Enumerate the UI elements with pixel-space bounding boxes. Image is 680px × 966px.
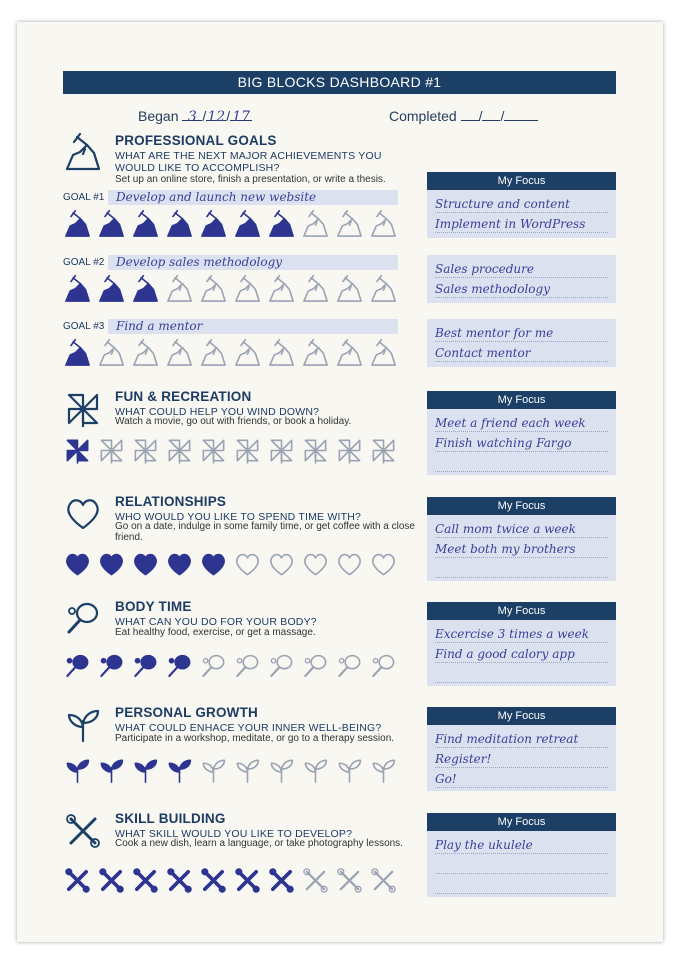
pinwheel-empty-pinwheel-icon[interactable] (165, 436, 194, 465)
goal-1-empty-sword-in-stone-icon[interactable] (369, 210, 398, 239)
section-tools-icon (63, 811, 103, 851)
goal-2-focus-line[interactable]: Sales procedure (435, 258, 608, 278)
goal-3-empty-sword-in-stone-icon[interactable] (131, 339, 160, 368)
heart-focus-box[interactable] (427, 515, 616, 581)
pinwheel-empty-pinwheel-icon[interactable] (233, 436, 262, 465)
section-sword-in-stone-icon (63, 133, 103, 173)
pinwheel-focus-line[interactable]: Meet a friend each week (435, 412, 608, 432)
racket-focus-line[interactable] (435, 663, 608, 683)
completed-label: Completed (389, 108, 457, 124)
goal-3-empty-sword-in-stone-icon[interactable] (335, 339, 364, 368)
section-example: Watch a movie, go out with friends, or book a holiday. (115, 416, 352, 427)
section-pinwheel-icon (63, 389, 103, 429)
goal-1-empty-sword-in-stone-icon[interactable] (301, 210, 330, 239)
tools-filled-tools-icon[interactable] (165, 866, 194, 895)
sprout-filled-sprout-icon[interactable] (131, 756, 160, 785)
section-question: WHAT COULD ENHACE YOUR INNER WELL-BEING? (115, 722, 382, 734)
heart-empty-heart-icon[interactable] (233, 550, 262, 579)
racket-empty-racket-icon[interactable] (199, 652, 228, 681)
tools-focus-box[interactable] (427, 831, 616, 897)
tools-empty-tools-icon[interactable] (335, 866, 364, 895)
section-question: WHO WOULD YOU LIKE TO SPEND TIME WITH? (115, 511, 362, 523)
tools-filled-tools-icon[interactable] (267, 866, 296, 895)
goal-3-empty-sword-in-stone-icon[interactable] (301, 339, 330, 368)
goal-1-focus-line[interactable]: Implement in WordPress (435, 213, 608, 233)
sprout-empty-sprout-icon[interactable] (335, 756, 364, 785)
section-title: FUN & RECREATION (115, 389, 252, 404)
goal-3-focus-line[interactable]: Best mentor for me (435, 322, 608, 342)
heart-focus-line[interactable]: Call mom twice a week (435, 518, 608, 538)
page-title: BIG BLOCKS DASHBOARD #1 (63, 71, 616, 94)
section-example: Go on a date, indulge in some family time, or get coffee with a close friend. (115, 521, 415, 543)
racket-focus-line[interactable]: Excercise 3 times a week (435, 623, 608, 643)
goal-1-empty-sword-in-stone-icon[interactable] (335, 210, 364, 239)
section-title: PERSONAL GROWTH (115, 705, 259, 720)
heart-filled-heart-icon[interactable] (63, 550, 92, 579)
goal-2-focus-box[interactable] (427, 255, 616, 303)
section-tools-icon (63, 811, 103, 851)
goal-1-filled-sword-in-stone-icon[interactable] (97, 210, 126, 239)
section-title: PROFESSIONAL GOALS (115, 133, 277, 148)
goal-2-empty-sword-in-stone-icon[interactable] (301, 275, 330, 304)
began-date: Began 3 /12/ 17 (138, 108, 252, 124)
pinwheel-empty-pinwheel-icon[interactable] (97, 436, 126, 465)
goal-text: Develop and launch new website (116, 190, 317, 204)
racket-empty-racket-icon[interactable] (335, 652, 364, 681)
goal-2-focus-line[interactable]: Sales methodology (435, 278, 608, 298)
racket-filled-racket-icon[interactable] (165, 652, 194, 681)
section-heart-icon (63, 494, 103, 534)
section-heart-icon (63, 494, 103, 534)
section-title: SKILL BUILDING (115, 811, 226, 826)
racket-focus-box[interactable] (427, 620, 616, 686)
racket-progress-row (63, 652, 398, 682)
racket-filled-racket-icon[interactable] (97, 652, 126, 681)
tools-focus-line[interactable] (435, 874, 608, 894)
goal-2-filled-sword-in-stone-icon[interactable] (131, 275, 160, 304)
tools-filled-tools-icon[interactable] (233, 866, 262, 895)
goal-label: GOAL #2 (63, 257, 105, 268)
tools-filled-tools-icon[interactable] (97, 866, 126, 895)
sprout-empty-sprout-icon[interactable] (199, 756, 228, 785)
goal-input[interactable] (108, 190, 398, 205)
tools-filled-tools-icon[interactable] (199, 866, 228, 895)
section-sprout-icon (63, 705, 103, 745)
pinwheel-focus-box[interactable] (427, 409, 616, 475)
section-racket-icon (63, 599, 103, 639)
heart-filled-heart-icon[interactable] (165, 550, 194, 579)
completed-day-field[interactable] (461, 108, 479, 121)
goal-2-filled-sword-in-stone-icon[interactable] (97, 275, 126, 304)
goal-1-filled-sword-in-stone-icon[interactable] (199, 210, 228, 239)
section-question: WHAT CAN YOU DO FOR YOUR BODY? (115, 616, 317, 628)
goal-input[interactable] (108, 319, 398, 334)
goal-2-empty-sword-in-stone-icon[interactable] (335, 275, 364, 304)
completed-date: Completed / / (389, 108, 538, 124)
heart-empty-heart-icon[interactable] (369, 550, 398, 579)
pinwheel-filled-pinwheel-icon[interactable] (63, 436, 92, 465)
goal-2-empty-sword-in-stone-icon[interactable] (233, 275, 262, 304)
goal-3-filled-sword-in-stone-icon[interactable] (63, 339, 92, 368)
sprout-progress-row (63, 756, 398, 786)
began-label: Began (138, 108, 179, 124)
goal-2-filled-sword-in-stone-icon[interactable] (63, 275, 92, 304)
goal-3-focus-line[interactable]: Contact mentor (435, 342, 608, 362)
racket-empty-racket-icon[interactable] (301, 652, 330, 681)
section-racket-icon (63, 599, 103, 639)
heart-focus-line[interactable] (435, 558, 608, 578)
goal-2-empty-sword-in-stone-icon[interactable] (369, 275, 398, 304)
goal-2-empty-sword-in-stone-icon[interactable] (199, 275, 228, 304)
sprout-filled-sprout-icon[interactable] (63, 756, 92, 785)
sprout-filled-sprout-icon[interactable] (165, 756, 194, 785)
heart-filled-heart-icon[interactable] (199, 550, 228, 579)
section-example: Participate in a workshop, meditate, or go to a therapy session. (115, 733, 395, 744)
pinwheel-empty-pinwheel-icon[interactable] (335, 436, 364, 465)
racket-empty-racket-icon[interactable] (233, 652, 262, 681)
sprout-empty-sprout-icon[interactable] (369, 756, 398, 785)
goal-2-progress-row (63, 275, 398, 305)
racket-focus-header: My Focus (427, 602, 616, 620)
pinwheel-empty-pinwheel-icon[interactable] (369, 436, 398, 465)
completed-year-field[interactable] (504, 108, 538, 121)
goal-2-empty-sword-in-stone-icon[interactable] (267, 275, 296, 304)
section-title: BODY TIME (115, 599, 192, 614)
sprout-focus-box[interactable] (427, 725, 616, 791)
pinwheel-empty-pinwheel-icon[interactable] (131, 436, 160, 465)
goal-input[interactable] (108, 255, 398, 270)
goal-label: GOAL #1 (63, 192, 105, 203)
heart-focus-line[interactable]: Meet both my brothers (435, 538, 608, 558)
tools-empty-tools-icon[interactable] (369, 866, 398, 895)
began-month-field[interactable]: 12 (207, 109, 226, 125)
began-year-field[interactable]: 17 (230, 108, 252, 121)
heart-empty-heart-icon[interactable] (267, 550, 296, 579)
pinwheel-empty-pinwheel-icon[interactable] (199, 436, 228, 465)
sprout-empty-sprout-icon[interactable] (267, 756, 296, 785)
section-sword-in-stone-icon (63, 133, 103, 173)
pinwheel-progress-row (63, 436, 398, 466)
tools-filled-tools-icon[interactable] (63, 866, 92, 895)
sprout-filled-sprout-icon[interactable] (97, 756, 126, 785)
pinwheel-focus-header: My Focus (427, 391, 616, 409)
goal-3-empty-sword-in-stone-icon[interactable] (97, 339, 126, 368)
section-question: WHAT COULD HELP YOU WIND DOWN? (115, 406, 320, 418)
pinwheel-empty-pinwheel-icon[interactable] (267, 436, 296, 465)
goal-text: Develop sales methodology (116, 255, 283, 269)
goal-text: Find a mentor (116, 319, 203, 333)
goal-1-focus-line[interactable]: Structure and content (435, 193, 608, 213)
goal-1-progress-row (63, 210, 398, 240)
pinwheel-focus-line[interactable]: Finish watching Fargo (435, 432, 608, 452)
section-example: Cook a new dish, learn a language, or take photography lessons. (115, 838, 403, 849)
heart-empty-heart-icon[interactable] (301, 550, 330, 579)
tools-focus-header: My Focus (427, 813, 616, 831)
goal-1-filled-sword-in-stone-icon[interactable] (131, 210, 160, 239)
heart-filled-heart-icon[interactable] (131, 550, 160, 579)
section-question: WHAT SKILL WOULD YOU LIKE TO DEVELOP? (115, 828, 353, 840)
racket-empty-racket-icon[interactable] (369, 652, 398, 681)
sprout-focus-line[interactable]: Find meditation retreat (435, 728, 608, 748)
pinwheel-empty-pinwheel-icon[interactable] (301, 436, 330, 465)
goal-3-empty-sword-in-stone-icon[interactable] (199, 339, 228, 368)
began-day-field[interactable]: 3 (182, 108, 202, 121)
racket-filled-racket-icon[interactable] (131, 652, 160, 681)
goal-3-empty-sword-in-stone-icon[interactable] (165, 339, 194, 368)
goal-label: GOAL #3 (63, 321, 105, 332)
heart-empty-heart-icon[interactable] (335, 550, 364, 579)
sprout-focus-header: My Focus (427, 707, 616, 725)
racket-focus-line[interactable]: Find a good calory app (435, 643, 608, 663)
goal-focus-header: My Focus (427, 172, 616, 190)
goal-1-filled-sword-in-stone-icon[interactable] (63, 210, 92, 239)
section-question: WHAT ARE THE NEXT MAJOR ACHIEVEMENTS YOU WOULD LIKE TO ACCOMPLISH? (115, 150, 382, 174)
goal-1-filled-sword-in-stone-icon[interactable] (165, 210, 194, 239)
sprout-focus-line[interactable]: Go! (435, 768, 608, 788)
heart-filled-heart-icon[interactable] (97, 550, 126, 579)
goal-3-empty-sword-in-stone-icon[interactable] (369, 339, 398, 368)
heart-focus-header: My Focus (427, 497, 616, 515)
racket-filled-racket-icon[interactable] (63, 652, 92, 681)
section-example: Set up an online store, finish a presentation, or write a thesis. (115, 174, 386, 185)
section-title: RELATIONSHIPS (115, 494, 227, 509)
goal-1-focus-box[interactable] (427, 190, 616, 238)
pinwheel-focus-line[interactable] (435, 452, 608, 472)
tools-focus-line[interactable] (435, 854, 608, 874)
goal-1-filled-sword-in-stone-icon[interactable] (233, 210, 262, 239)
section-sprout-icon (63, 705, 103, 745)
goal-3-progress-row (63, 339, 398, 369)
tools-focus-line[interactable]: Play the ukulele (435, 834, 608, 854)
sprout-focus-line[interactable]: Register! (435, 748, 608, 768)
section-example: Eat healthy food, exercise, or get a massage. (115, 627, 316, 638)
racket-empty-racket-icon[interactable] (267, 652, 296, 681)
goal-3-empty-sword-in-stone-icon[interactable] (233, 339, 262, 368)
tools-filled-tools-icon[interactable] (131, 866, 160, 895)
completed-month-field[interactable] (482, 108, 500, 121)
goal-2-empty-sword-in-stone-icon[interactable] (165, 275, 194, 304)
sprout-empty-sprout-icon[interactable] (233, 756, 262, 785)
heart-progress-row (63, 550, 398, 580)
sprout-empty-sprout-icon[interactable] (301, 756, 330, 785)
goal-3-empty-sword-in-stone-icon[interactable] (267, 339, 296, 368)
goal-1-filled-sword-in-stone-icon[interactable] (267, 210, 296, 239)
section-pinwheel-icon (63, 389, 103, 429)
tools-progress-row (63, 866, 398, 896)
goal-3-focus-box[interactable] (427, 319, 616, 367)
tools-empty-tools-icon[interactable] (301, 866, 330, 895)
